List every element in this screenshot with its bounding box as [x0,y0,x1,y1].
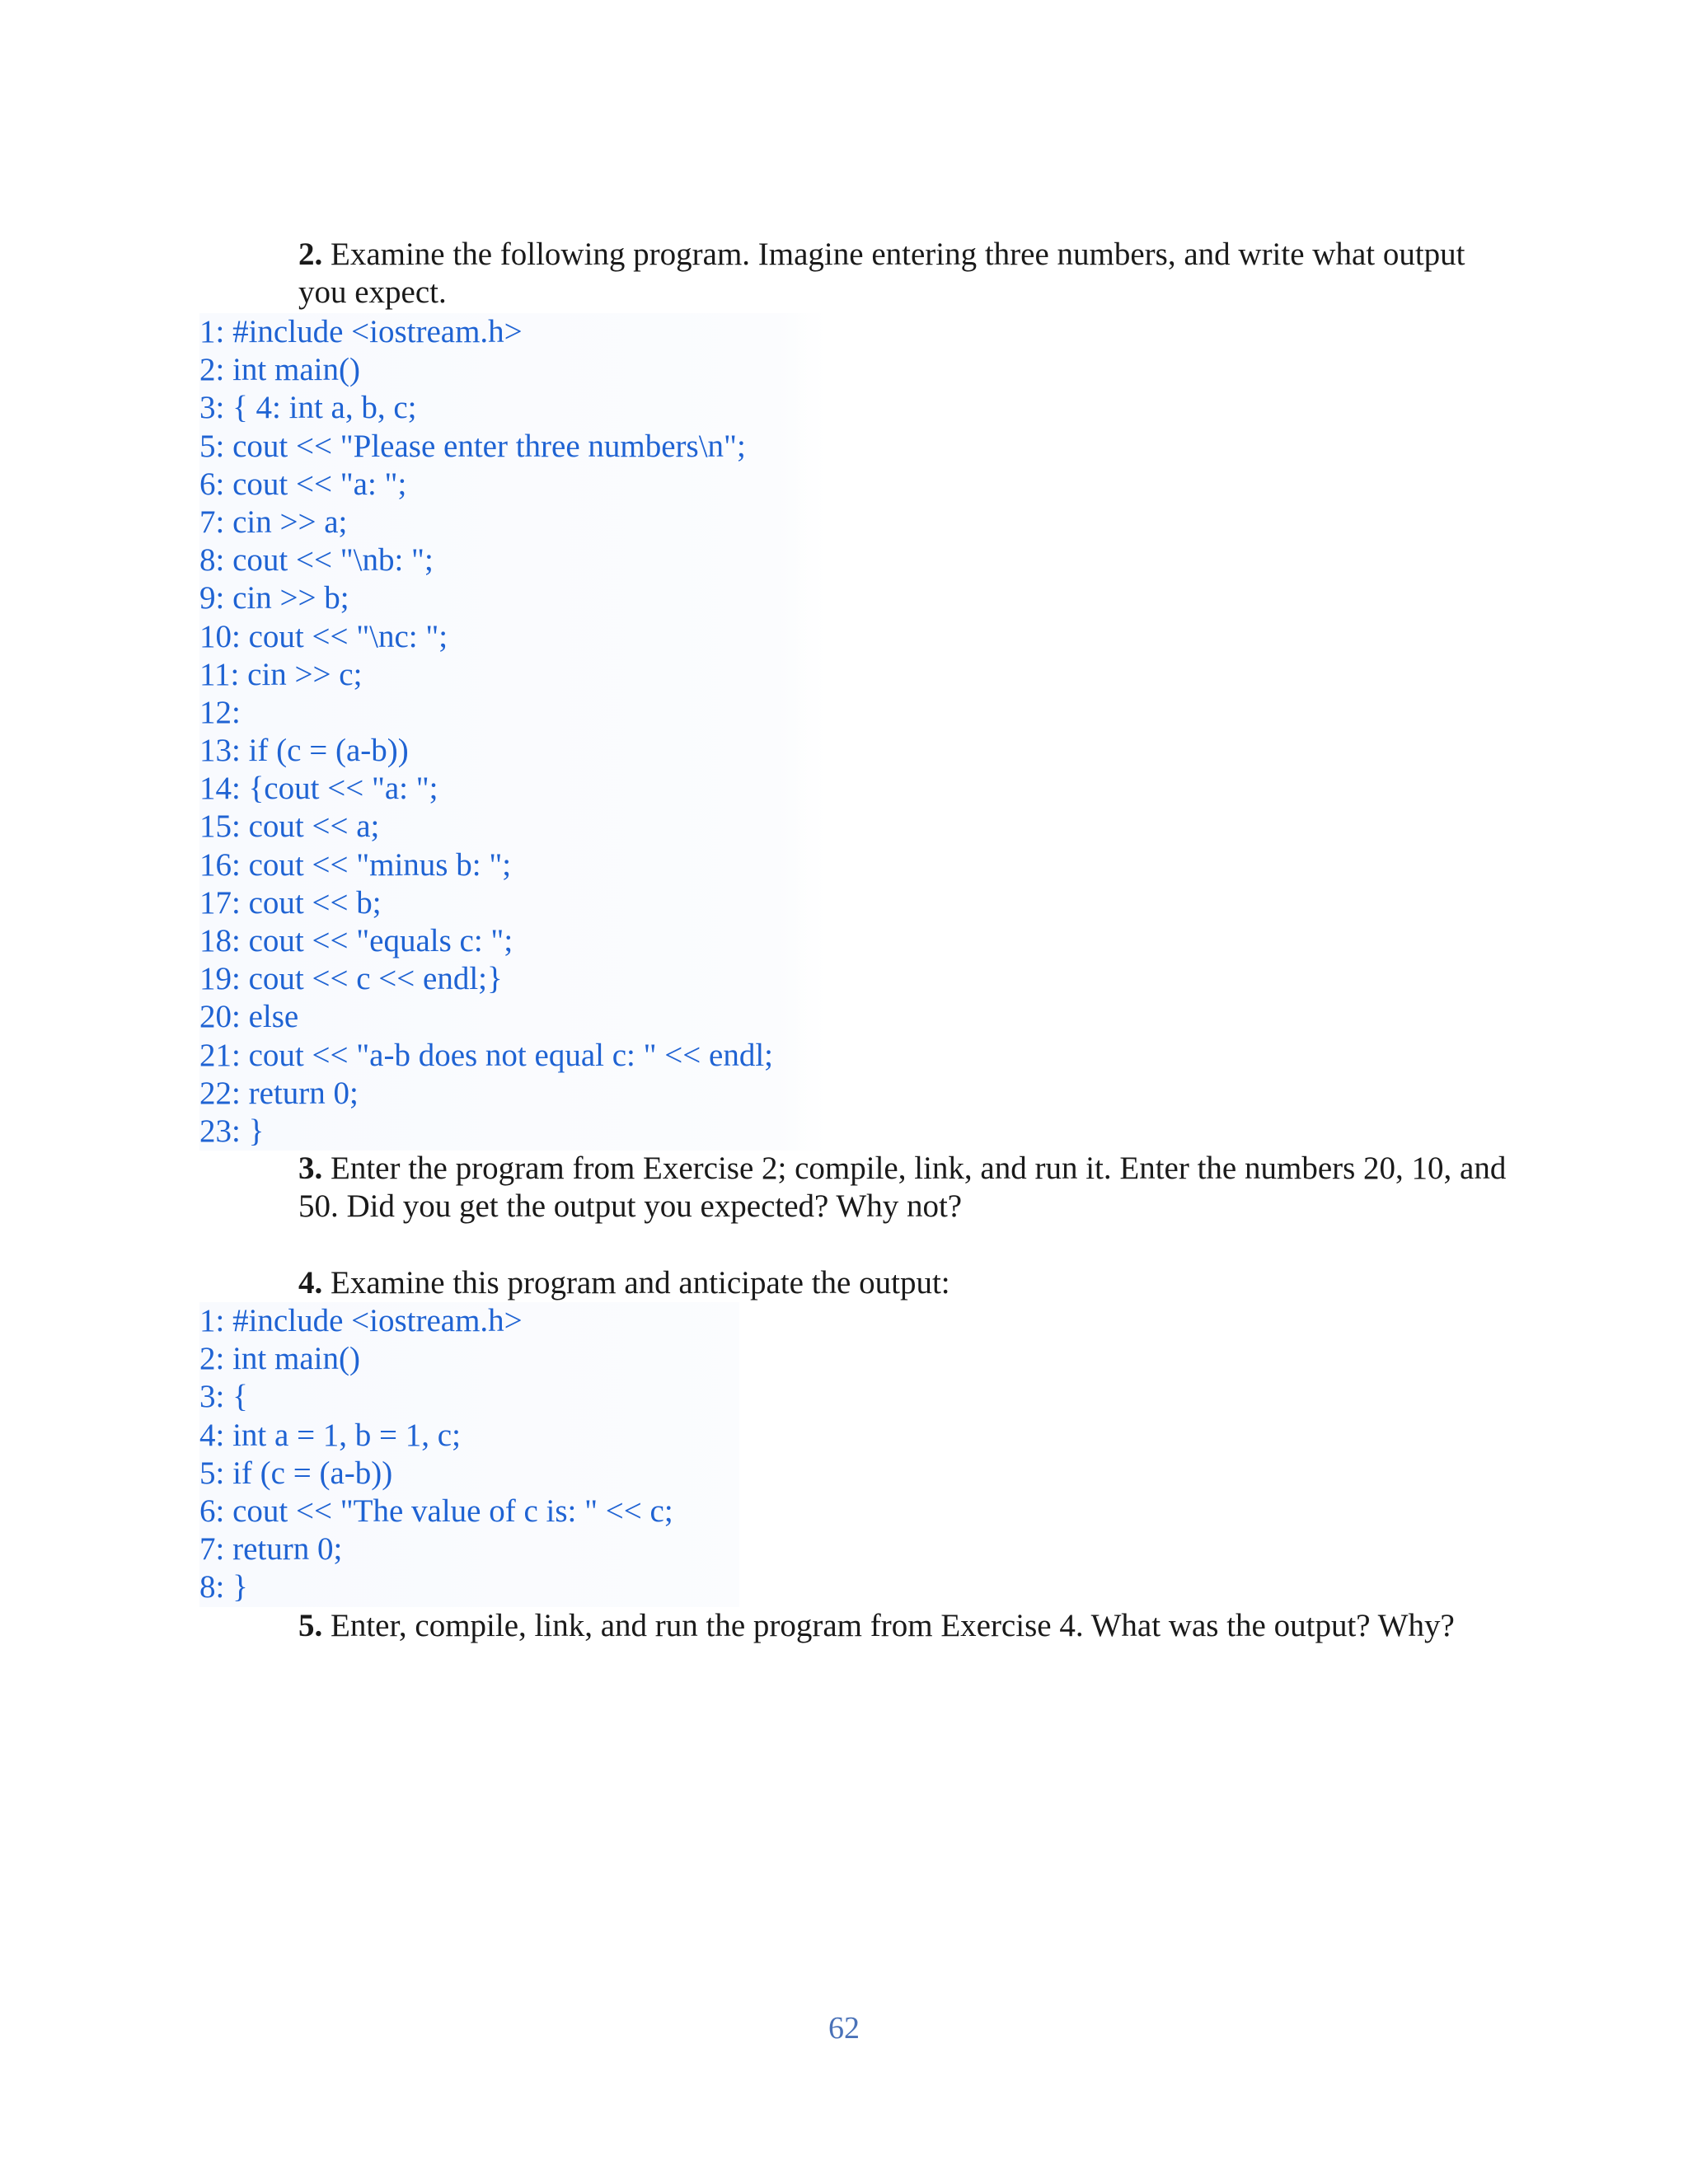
page-number: 62 [828,2011,860,2046]
exercise-number: 2. [298,237,323,272]
code-line: 8: } [199,1569,248,1605]
exercise-5-prompt [298,1607,1518,1645]
exercise-text: Examine the following program. Imagine entering three numbers, and write what output you expect. [298,237,1465,310]
code-line: 3: { [199,1379,248,1415]
code-line: 3: { 4: int a, b, c; [199,390,417,426]
exercise-number: 5. [298,1608,323,1643]
code-listing-exercise-4 [199,1302,739,1607]
exercise-text: Examine this program and anticipate the output: [331,1265,950,1301]
exercise-3-prompt [298,1150,1518,1226]
code-line: 18: cout << "equals c: "; [199,923,513,958]
code-line: 2: int main() [199,352,360,388]
code-line: 11: cin >> c; [199,656,363,692]
code-line: 21: cout << "a-b does not equal c: " << endl; [199,1037,774,1073]
code-listing-exercise-2 [199,313,839,1151]
code-line: 17: cout << b; [199,884,382,921]
code-line: 14: {cout << "a: "; [199,771,438,807]
code-line: 13: if (c = (a-b)) [199,733,409,769]
code-line: 1: #include <iostream.h> [199,314,523,349]
code-line: 4: int a = 1, b = 1, c; [199,1417,461,1453]
code-line: 19: cout << c << endl;} [199,961,503,997]
exercise-4-prompt [298,1264,1518,1302]
exercise-number: 3. [298,1151,323,1186]
code-line: 12: [199,694,241,730]
exercise-number: 4. [298,1265,323,1301]
code-line: 2: int main() [199,1341,360,1377]
exercise-2-prompt [298,236,1518,312]
code-line: 7: cin >> a; [199,504,348,540]
code-line: 5: cout << "Please enter three numbers\n"; [199,428,746,464]
code-line: 6: cout << "a: "; [199,466,407,502]
exercise-text: Enter the program from Exercise 2; compile, link, and run it. Enter the numbers 20, 10, and 50. Did you get the output you expected? Why not? [298,1151,1507,1224]
code-line: 5: if (c = (a-b)) [199,1455,393,1491]
code-line: 15: cout << a; [199,808,380,845]
code-line: 22: return 0; [199,1075,359,1111]
code-line: 10: cout << "\nc: "; [199,618,448,654]
code-line: 6: cout << "The value of c is: " << c; [199,1493,673,1529]
code-line: 7: return 0; [199,1531,343,1568]
code-line: 1: #include <iostream.h> [199,1303,523,1338]
code-line: 16: cout << "minus b: "; [199,846,512,883]
code-line: 8: cout << "\nb: "; [199,542,434,579]
exercise-text: Enter, compile, link, and run the program from Exercise 4. What was the output? Why? [331,1608,1455,1643]
code-line: 20: else [199,999,299,1035]
code-line: 9: cin >> b; [199,580,349,616]
code-line: 23: } [199,1113,265,1149]
